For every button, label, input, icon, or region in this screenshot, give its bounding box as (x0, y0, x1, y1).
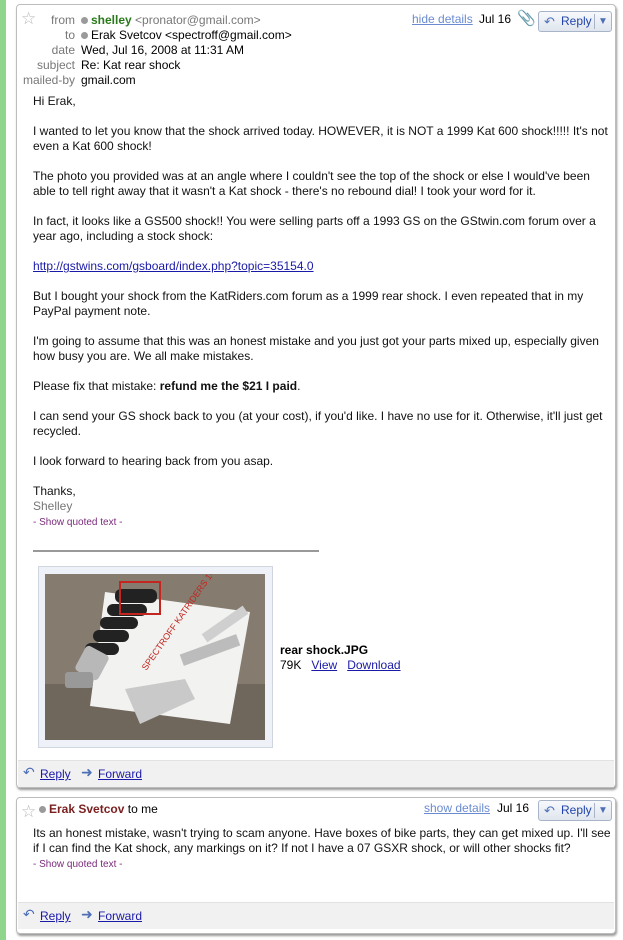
show-quoted-text-link[interactable]: - Show quoted text - (33, 517, 123, 528)
mailedby-value: gmail.com (81, 73, 136, 87)
view-link[interactable]: View (311, 658, 338, 672)
attachment-size: 79K (280, 658, 302, 672)
header-from-row (39, 802, 158, 816)
message-body (33, 94, 613, 530)
forum-link[interactable]: http://gstwins.com/gsboard/index.php?topic=35154.0 (33, 259, 314, 273)
recipient: Erak Svetcov <spectroff@gmail.com> (91, 28, 292, 42)
sender-name[interactable]: shelley (91, 13, 132, 27)
message-card-2 (16, 797, 616, 934)
forward-arrow-icon: ➜ (81, 764, 93, 780)
sender-email: <pronator@gmail.com> (135, 13, 261, 27)
attachment-divider (33, 550, 319, 552)
message-body (33, 826, 613, 872)
date-label: date (51, 43, 75, 57)
paragraph: In fact, it looks like a GS500 shock!! You were selling parts off a 1993 GS on the GStwin.com forum over a year ago, including a stock shock: (33, 214, 596, 243)
message-card-1 (16, 4, 616, 788)
reply-button-label: Reply (561, 14, 592, 28)
reply-button[interactable] (538, 11, 612, 32)
paperclip-icon: 📎 (517, 10, 536, 27)
reply-arrow-icon: ↶ (544, 14, 555, 29)
paragraph: I wanted to let you know that the shock arrived today. HOWEVER, it is NOT a 1999 Kat 600 shock!!!!! It's not even a Kat 600 shock! (33, 124, 608, 153)
paragraph: I'm going to assume that this was an honest mistake and you just got your parts mixed up, especially given how busy you are. We all make mistakes. (33, 334, 599, 363)
paragraph: Please fix that mistake: refund me the $21 I paid. (33, 379, 301, 393)
hide-details-link[interactable]: hide details (412, 12, 473, 26)
show-quoted-text-link[interactable]: - Show quoted text - (33, 859, 123, 870)
signature: Shelley (33, 499, 73, 513)
download-link[interactable]: Download (347, 658, 401, 672)
message-footer (18, 760, 614, 787)
presence-dot-icon (39, 806, 46, 813)
reply-button[interactable] (538, 800, 612, 821)
paragraph: But I bought your shock from the KatRiders.com forum as a 1999 rear shock. I even repeated that in my PayPal payment note. (33, 289, 584, 318)
recipient-summary: to me (127, 802, 158, 816)
reply-arrow-icon: ↶ (544, 803, 555, 818)
conversation-color-bar (0, 0, 6, 940)
greeting: Hi Erak, (33, 94, 76, 108)
mailedby-label: mailed-by (22, 73, 75, 87)
star-icon[interactable]: ☆ (21, 802, 37, 821)
from-label: from (51, 13, 75, 27)
show-details-link[interactable]: show details (424, 801, 491, 815)
subject-value: Re: Kat rear shock (81, 58, 181, 72)
to-label: to (64, 28, 75, 42)
paragraph: The photo you provided was at an angle where I couldn't see the top of the shock or else I would've been able to tell right away that it wasn't a Kat shock - there's no rebound dial! I took your word for it. (33, 169, 590, 198)
footer-reply-link[interactable]: Reply (40, 909, 71, 923)
reply-arrow-icon: ↶ (23, 906, 35, 922)
star-icon[interactable]: ☆ (21, 9, 37, 28)
message-date: Jul 16 (497, 801, 530, 815)
reply-button-label: Reply (561, 803, 592, 817)
paragraph: I look forward to hearing back from you asap. (33, 454, 274, 468)
attachment-photo[interactable] (45, 574, 265, 740)
refund-request: refund me the $21 I paid (159, 379, 298, 393)
paragraph: Its an honest mistake, wasn't trying to scam anyone. Have boxes of bike parts, they can get mixed up. I'll see if I can find the Kat shock, any markings on it? If not I have a 07 GSXR shock, or will other shocks fit? (33, 826, 611, 855)
footer-forward-link[interactable]: Forward (98, 767, 143, 781)
footer-reply-link[interactable]: Reply (40, 767, 71, 781)
sign-off: Thanks, (33, 484, 76, 498)
dropdown-arrow-icon[interactable]: ▼ (598, 805, 608, 816)
date-value: Wed, Jul 16, 2008 at 11:31 AM (81, 43, 244, 57)
reply-arrow-icon: ↶ (23, 764, 35, 780)
sender-name[interactable]: Erak Svetcov (49, 802, 125, 816)
paragraph: I can send your GS shock back to you (at your cost), if you'd like. I have no use for it. Otherwise, it'll just get recycled. (33, 409, 603, 438)
attachment-info (280, 643, 401, 673)
footer-forward-link[interactable]: Forward (98, 909, 143, 923)
presence-dot-icon (81, 17, 88, 24)
message-footer (18, 902, 614, 929)
forward-arrow-icon: ➜ (81, 906, 93, 922)
subject-label: subject (36, 58, 75, 72)
presence-dot-icon (81, 32, 88, 39)
dropdown-arrow-icon[interactable]: ▼ (598, 16, 608, 27)
attachment-filename: rear shock.JPG (280, 643, 369, 657)
attachment-thumbnail-frame[interactable] (38, 566, 273, 748)
message-date: Jul 16 (479, 12, 512, 26)
